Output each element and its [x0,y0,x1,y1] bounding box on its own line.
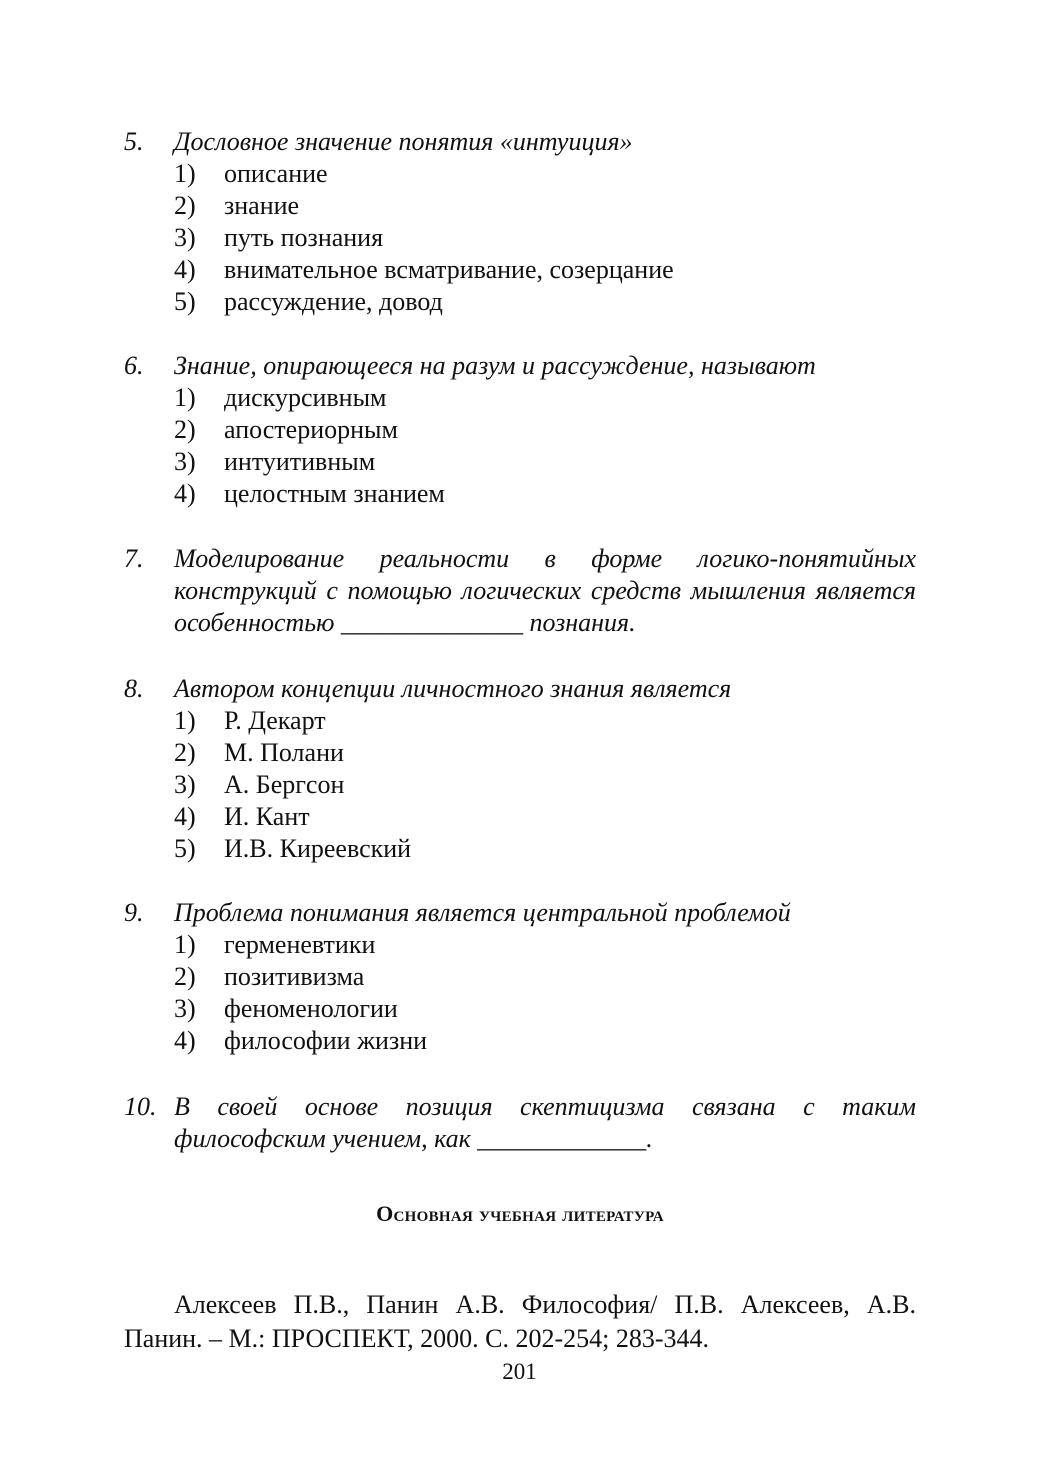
option-text: путь познания [224,223,384,252]
option-number: 2) [174,962,196,991]
answer-option [174,478,916,510]
option-text: философии жизни [224,1026,428,1055]
option-number: 5) [174,834,196,863]
question-number: 10. [124,1092,157,1121]
answer-option [174,414,916,446]
answer-options [124,929,916,1057]
question-5 [124,126,916,318]
answer-option [174,961,916,993]
answer-options [124,158,916,318]
option-text: дискурсивным [224,383,387,412]
answer-option [174,1025,916,1057]
question-number: 9. [124,898,144,927]
answer-options [124,382,916,510]
option-text: феноменологии [224,994,398,1023]
question-text: Проблема понимания является центральной проблемой [174,898,791,927]
question-text: Моделирование реальности в форме логико-понятийных конструкций с помощью логических средств мышления является особенностью ______________ познания. [174,544,916,637]
option-text: знание [224,191,300,220]
question-number: 8. [124,674,144,703]
option-number: 1) [174,706,196,735]
option-text: А. Бергсон [224,770,345,799]
option-text: целостным знанием [224,479,445,508]
answer-option [174,286,916,318]
question-10 [124,1091,916,1155]
answer-option [174,769,916,801]
answer-options [124,705,916,865]
answer-option [174,254,916,286]
answer-option [174,705,916,737]
option-number: 3) [174,994,196,1023]
question-number: 5. [124,127,144,156]
option-number: 4) [174,479,196,508]
answer-option [174,158,916,190]
answer-option [174,993,916,1025]
option-number: 3) [174,223,196,252]
answer-option [174,929,916,961]
option-number: 3) [174,447,196,476]
question-number: 7. [124,544,144,573]
answer-option [174,833,916,865]
option-text: И. Кант [224,802,310,831]
question-7 [124,543,916,639]
option-text: апостериорным [224,415,398,444]
answer-option [174,801,916,833]
option-text: И.В. Киреевский [224,834,412,863]
option-number: 4) [174,802,196,831]
option-text: интуитивным [224,447,376,476]
option-text: М. Полани [224,738,344,767]
option-number: 2) [174,415,196,444]
question-text: Знание, опирающееся на разум и рассуждение, называют [174,351,816,380]
question-text: Дословное значение понятия «интуиция» [174,127,633,156]
option-text: Р. Декарт [224,706,326,735]
literature-reference: Алексеев П.В., Панин А.В. Философия/ П.В. Алексеев, А.В. Панин. – М.: ПРОСПЕКТ, 2000. С. 202-254; 283-344. [124,1290,916,1353]
option-number: 2) [174,738,196,767]
option-text: герменевтики [224,930,376,959]
option-number: 1) [174,930,196,959]
option-text: внимательное всматривание, созерцание [224,255,674,284]
option-number: 3) [174,770,196,799]
option-text: позитивизма [224,962,365,991]
option-text: описание [224,159,328,188]
answer-option [174,446,916,478]
question-6 [124,350,916,510]
answer-option [174,222,916,254]
option-number: 5) [174,287,196,316]
answer-option [174,737,916,769]
answer-option [174,190,916,222]
question-number: 6. [124,351,144,380]
option-number: 4) [174,255,196,284]
section-heading: Основная учебная литература [376,1201,664,1226]
question-text: В своей основе позиция скептицизма связана с таким философским учением, как _____________. [174,1092,916,1153]
answer-option [174,382,916,414]
question-9 [124,897,916,1057]
question-text: Автором концепции личностного знания является [174,674,732,703]
option-number: 1) [174,383,196,412]
option-number: 2) [174,191,196,220]
option-number: 1) [174,159,196,188]
option-number: 4) [174,1026,196,1055]
page-number: 201 [502,1359,537,1384]
option-text: рассуждение, довод [224,287,443,316]
question-8 [124,673,916,865]
